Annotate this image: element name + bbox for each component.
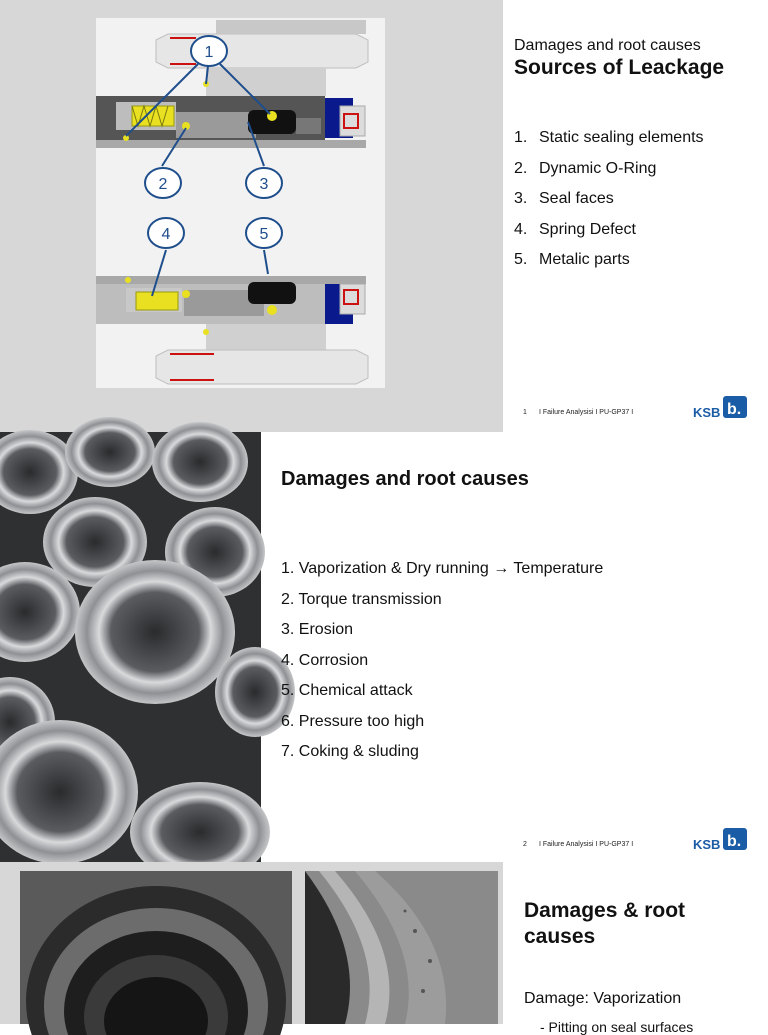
list-item: 1. Static sealing elements xyxy=(514,129,704,146)
list-item: 6. Pressure too high xyxy=(281,712,425,730)
svg-text:KSB: KSB xyxy=(693,837,721,852)
slide-damage-vaporization xyxy=(0,862,768,1035)
svg-text:3: 3 xyxy=(259,176,269,193)
callout-3 xyxy=(246,168,282,198)
slide-1-subtitle: Damages and root causes xyxy=(514,37,701,54)
bottom-bolt xyxy=(156,350,368,384)
list-item: 4. Corrosion xyxy=(281,651,369,669)
mechanical-seal-cross-section-diagram xyxy=(96,18,385,388)
slide-3-bullet: - Pitting on seal surfaces xyxy=(540,1019,694,1035)
slide-3-title: Damages & root causes xyxy=(524,899,686,948)
slide-2-title: Damages and root causes xyxy=(281,468,529,490)
list-item: 2. Torque transmission xyxy=(281,590,442,608)
svg-text:KSB: KSB xyxy=(693,405,721,420)
slide-2-page-number: 2 xyxy=(523,841,527,848)
svg-text:1: 1 xyxy=(204,44,214,61)
callout-5 xyxy=(246,218,282,248)
slide-1-page-number: 1 xyxy=(523,409,527,416)
list-item: 7. Coking & sluding xyxy=(281,743,419,760)
list-item: 3. Seal faces xyxy=(514,190,614,207)
slide-1-title: Sources of Leackage xyxy=(514,56,725,79)
svg-text:2: 2 xyxy=(158,176,168,193)
slide-2-footer-text: I Failure Analysisi I PU-GP37 I xyxy=(539,841,634,848)
slide-3-subtitle: Damage: Vaporization xyxy=(524,990,682,1007)
ksb-logo xyxy=(692,394,752,420)
list-item: 5. Metalic parts xyxy=(514,251,630,268)
list-item: 2. Dynamic O-Ring xyxy=(514,159,657,177)
slide-1-footer-text: I Failure Analysisi I PU-GP37 I xyxy=(539,409,634,416)
top-bolt xyxy=(156,20,368,68)
svg-text:b.: b. xyxy=(727,401,742,418)
callout-4 xyxy=(148,218,184,248)
leakage-sources-list xyxy=(514,128,704,281)
list-item: 1. Vaporization & Dry running → Temperature xyxy=(281,560,604,577)
list-item: 4. Spring Defect xyxy=(514,220,636,238)
svg-text:b.: b. xyxy=(727,833,742,850)
ksb-logo xyxy=(692,826,752,852)
seal-rings-photo xyxy=(0,432,261,862)
root-causes-list xyxy=(281,559,603,773)
upper-seal-assembly xyxy=(96,68,366,148)
list-item: 3. Erosion xyxy=(281,621,354,638)
svg-text:5: 5 xyxy=(259,226,269,243)
damaged-seal-photo-1 xyxy=(20,871,292,1024)
svg-text:4: 4 xyxy=(161,226,171,243)
callout-2 xyxy=(145,168,181,198)
callout-1 xyxy=(191,36,227,66)
slide-damages-and-root-causes xyxy=(0,432,768,862)
list-item: 5. Chemical attack xyxy=(281,682,413,699)
slide-sources-of-leakage xyxy=(0,0,768,432)
damaged-seal-photo-2 xyxy=(305,871,498,1024)
lower-seal-assembly xyxy=(96,276,366,352)
